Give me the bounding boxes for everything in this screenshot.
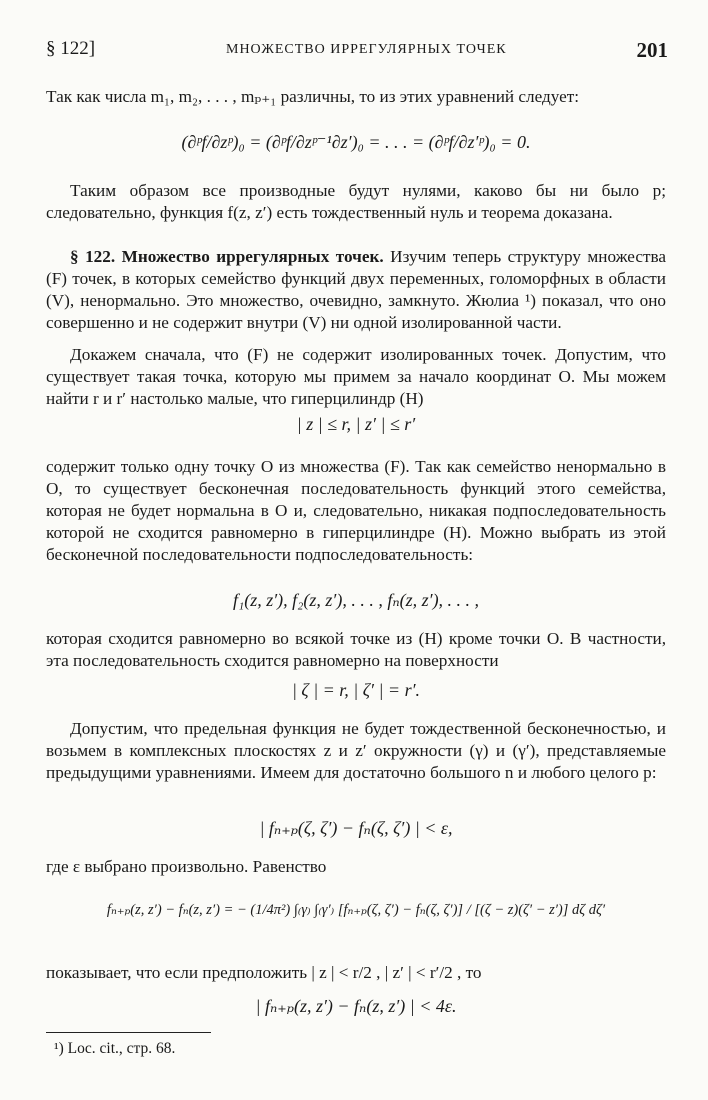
- page-number: 201: [636, 38, 668, 62]
- section-body: Изучим теперь структуру множества (F) точек, в которых семейство функций двух переменных, голоморфных в области (V), ненормально. Это множество, очевидно, замкнуто. Жюлиа ¹) показал, что оно совершенно и не содержит внутри (V) ни одной изолированной части.: [46, 247, 666, 332]
- paragraph-7: Допустим, что предельная функция не будет тождественной бесконечностью, и возьмем в комплексных плоскостях z и z′ окружности (γ) и (γ′), представляемые предыдущими уравнениями. Имеем для достаточно большого n и любого целого p:: [46, 719, 666, 782]
- footnote-rule: [46, 1032, 211, 1033]
- paragraph-8: где ε выбрано произвольно. Равенство: [46, 857, 327, 876]
- paragraph-9: показывает, что если предположить | z | < r/2 , | z′ | < r′/2 , то: [46, 963, 482, 982]
- header-section-number: § 122]: [46, 38, 96, 59]
- formula-integral: fₙ₊ₚ(z, z′) − fₙ(z, z′) = − (1/4π²) ∫₍γ₎ ∫₍γ′₎ [fₙ₊ₚ(ζ, ζ′) − fₙ(ζ, ζ′)] / [(ζ − z)(ζ′ − z′)] dζ dζ′: [106, 902, 606, 918]
- header-title: МНОЖЕСТВО ИРРЕГУЛЯРНЫХ ТОЧЕК: [226, 42, 507, 57]
- paragraph-1: Так как числа m₁, m₂, . . . , mₚ₊₁ различны, то из этих уравнений следует:: [46, 87, 580, 106]
- paragraph-6: которая сходится равномерно во всякой точке из (H) кроме точки O. В частности, эта последовательность сходится равномерно на поверхности: [46, 629, 666, 670]
- formula-epsilon-bound: | fₙ₊ₚ(ζ, ζ′) − fₙ(ζ, ζ′) | < ε,: [259, 818, 453, 838]
- section-heading: § 122. Множество иррегулярных точек.: [70, 247, 384, 266]
- formula-final-bound: | fₙ₊ₚ(z, z′) − fₙ(z, z′) | < 4ε.: [255, 996, 457, 1016]
- formula-subsequence: f₁(z, z′), f₂(z, z′), . . . , fₙ(z, z′), . . . ,: [232, 590, 480, 610]
- paragraph-4: Докажем сначала, что (F) не содержит изолированных точек. Допустим, что существует такая точка, которую мы примем за начало координат O. Мы можем найти r и r′ настолько малые, что гиперцилиндр (H): [46, 345, 666, 408]
- paragraph-3: [46, 246, 666, 334]
- formula-partial-derivatives: (∂ᵖf/∂zᵖ)₀ = (∂ᵖf/∂zᵖ⁻¹∂z′)₀ = . . . = (∂ᵖf/∂z′ᵖ)₀ = 0.: [181, 132, 531, 152]
- running-header: [46, 38, 668, 68]
- paragraph-2: Таким образом все производные будут нулями, каково бы ни было p; следовательно, функция f(z, z′) есть тождественный нуль и теорема доказана.: [46, 181, 666, 222]
- formula-surface: | ζ | = r, | ζ′ | = r′.: [291, 680, 421, 700]
- paragraph-5: содержит только одну точку O из множества (F). Так как семейство ненормально в O, то существует бесконечная последовательность функций этого семейства, которая не будет нормальна в O и, следовательно, никакая подпоследовательность которой не сходится равномерно в гиперцилиндре (H). Можно выбрать из этой бесконечной последовательности подпоследовательность:: [46, 457, 666, 564]
- footnote: ¹) Loc. cit., стр. 68.: [54, 1040, 176, 1057]
- formula-hypercylinder: | z | ≤ r, | z′ | ≤ r′: [296, 414, 416, 434]
